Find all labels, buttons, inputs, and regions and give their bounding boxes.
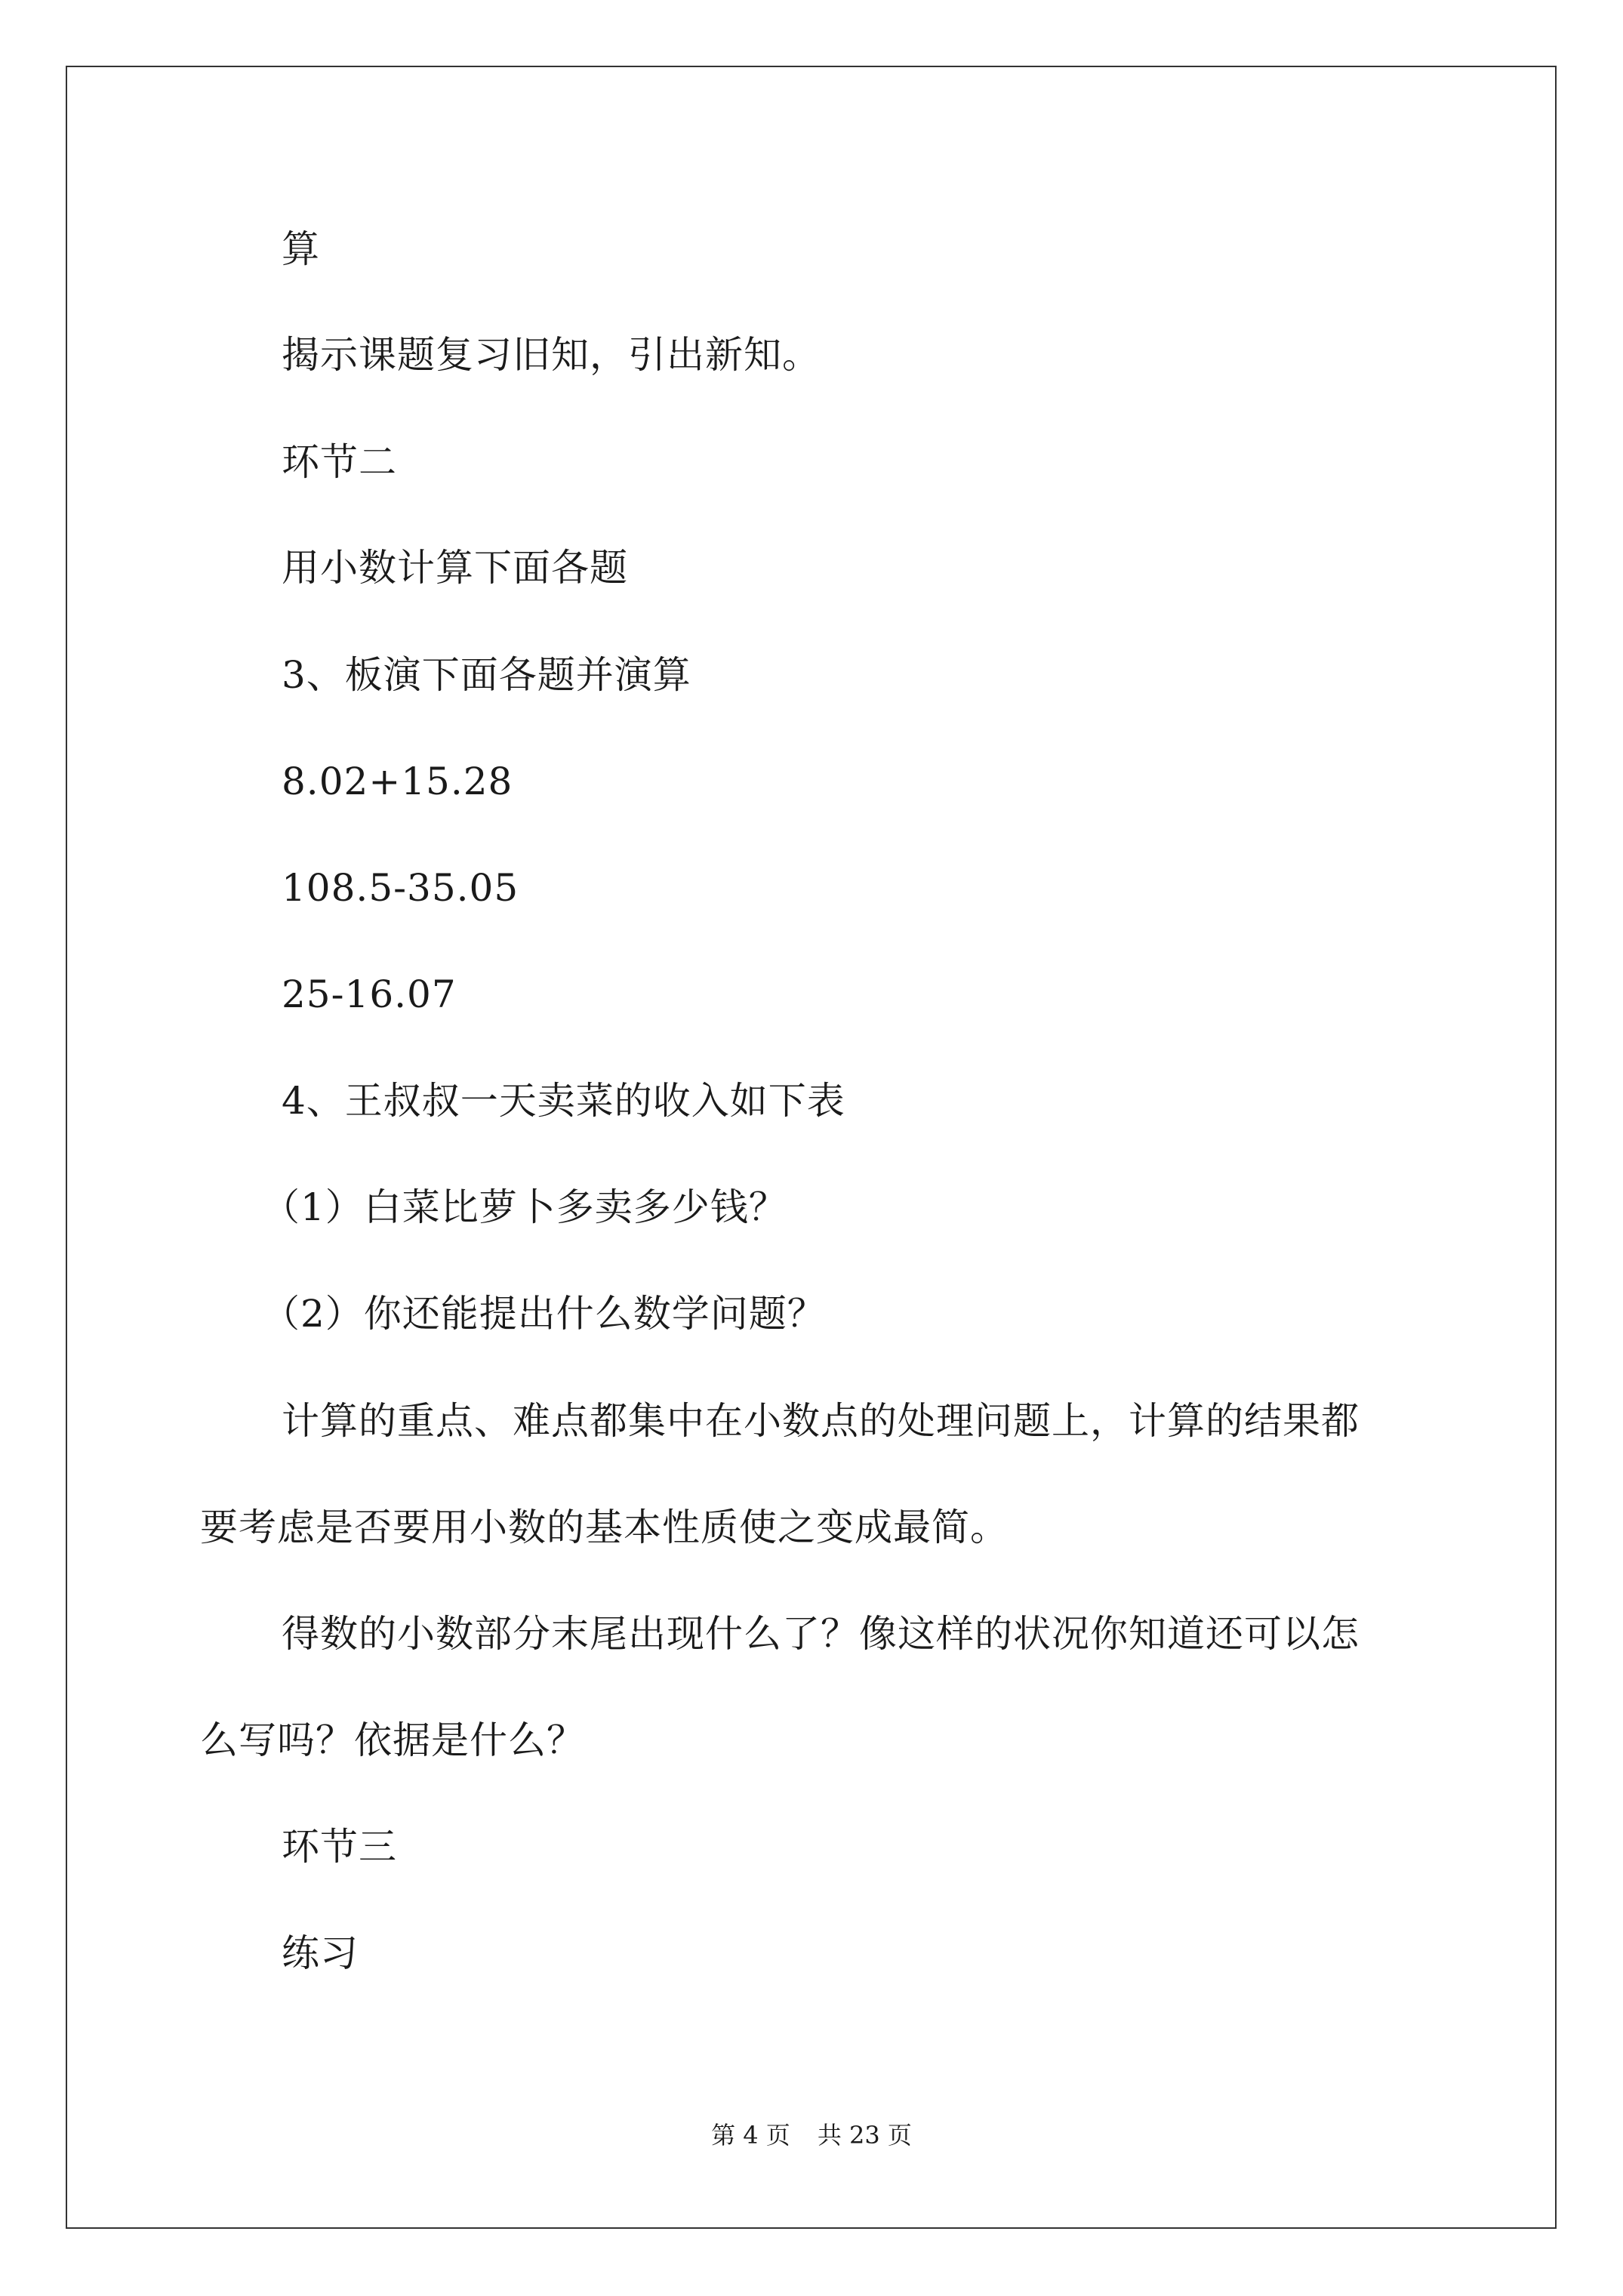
math-expression: 108.5-35.05 <box>282 866 519 910</box>
page-footer <box>0 2120 1623 2150</box>
paragraph: 用小数计算下面各题 <box>282 546 628 590</box>
page-number: 第 4 页 <box>711 2121 790 2150</box>
paragraph: 3、板演下面各题并演算 <box>282 653 691 697</box>
page-border <box>66 66 1557 2229</box>
section-heading: 环节二 <box>282 440 397 484</box>
math-expression: 25-16.07 <box>282 972 457 1016</box>
paragraph-continuation: 要考虑是否要用小数的基本性质使之变成最简。 <box>200 1505 1009 1549</box>
paragraph: 计算的重点、难点都集中在小数点的处理问题上，计算的结果都 <box>282 1399 1360 1443</box>
question-item: （2）你还能提出什么数学问题？ <box>262 1292 826 1336</box>
paragraph: 算 <box>282 227 320 271</box>
paragraph: 得数的小数部分末尾出现什么了？像这样的状况你知道还可以怎 <box>282 1612 1360 1656</box>
paragraph: 4、王叔叔一天卖菜的收入如下表 <box>282 1079 845 1123</box>
section-heading: 环节三 <box>282 1825 397 1869</box>
page-total: 共 23 页 <box>817 2121 912 2150</box>
math-expression: 8.02+15.28 <box>282 760 513 803</box>
question-item: （1）白菜比萝卜多卖多少钱？ <box>262 1185 787 1229</box>
paragraph: 练习 <box>282 1931 359 1975</box>
paragraph-continuation: 么写吗？依据是什么？ <box>200 1718 585 1762</box>
paragraph: 揭示课题复习旧知，引出新知。 <box>282 333 821 377</box>
